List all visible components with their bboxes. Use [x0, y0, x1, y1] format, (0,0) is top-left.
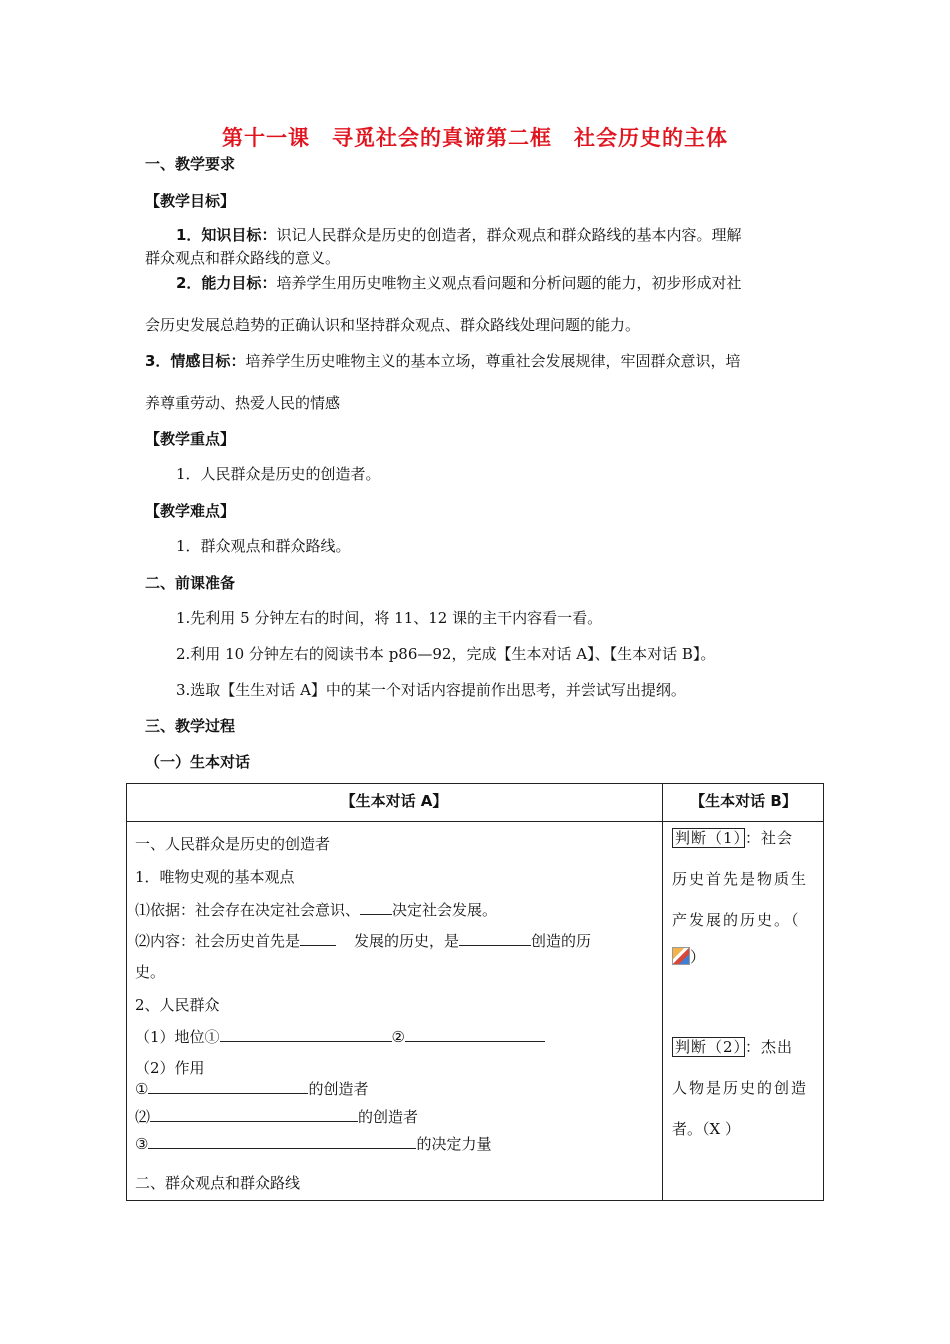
image-placeholder-icon: [672, 947, 690, 965]
judgement-2-label: 判断（2）: [672, 1037, 745, 1057]
judgement-1-label: 判断（1）: [672, 828, 745, 848]
goal-3-line-1: [145, 350, 740, 372]
a-line-10: [135, 1106, 418, 1127]
goal-2-line-2: 会历史发展总趋势的正确认识和坚持群众观点、群众路线处理问题的能力。: [145, 316, 641, 334]
blank-field[interactable]: [148, 1133, 416, 1149]
a9-prefix: ①: [135, 1080, 149, 1098]
a7-mid: ②: [391, 1028, 405, 1046]
blank-field[interactable]: [300, 930, 336, 946]
goal-3-line-2: 养尊重劳动、热爱人民的情感: [145, 394, 341, 412]
table-header-divider: [126, 821, 824, 822]
subsection-heading: （一）生本对话: [145, 753, 251, 771]
a4-prefix: ⑵内容：社会历史首先是: [135, 932, 301, 950]
prep-item-1: 1.先利用 5 分钟左右的时间，将 11、12 课的主干内容看一看。: [176, 609, 603, 627]
a10-suffix: 的创造者: [358, 1108, 419, 1126]
a-line-4: [135, 930, 591, 951]
a3-suffix: 决定社会发展。: [392, 901, 498, 919]
goal-2-label: 2．能力目标：: [176, 274, 277, 292]
blank-field[interactable]: [459, 930, 531, 946]
blank-field[interactable]: [150, 1106, 358, 1122]
prep-item-3: 3.选取【生生对话 A】中的某一个对话内容提前作出思考，并尝试写出提纲。: [176, 681, 686, 699]
judgement-2-text: ：杰出: [745, 1038, 794, 1056]
blank-field[interactable]: [405, 1026, 545, 1042]
judgement-1-close: ）: [690, 948, 706, 966]
goal-2-text: 培养学生用历史唯物主义观点看问题和分析问题的能力，初步形成对社: [276, 274, 742, 292]
a3-prefix: ⑴依据：社会存在决定社会意识、: [135, 901, 361, 919]
a4-suffix: 创造的历: [531, 932, 592, 950]
b-judgement-1-line-2: 历史首先是物质生: [672, 870, 809, 888]
goal-2-line-1: [176, 272, 741, 294]
a10-prefix: ⑵: [135, 1108, 151, 1126]
a-line-9: [135, 1078, 368, 1099]
a-line-1: 一、人民群众是历史的创造者: [135, 835, 331, 853]
a-line-8: （2）作用: [135, 1059, 205, 1077]
a-line-11: [135, 1133, 491, 1154]
b-judgement-2-line-2: 人物是历史的创造: [672, 1079, 809, 1097]
judgement-1-text: ：社会: [745, 829, 794, 847]
section-2-heading: 二、前课准备: [145, 574, 236, 592]
a4-middle: 发展的历史，是: [354, 932, 460, 950]
prep-item-2: 2.利用 10 分钟左右的阅读书本 p86—92，完成【生本对话 A】、【生本对话 B】。: [176, 645, 716, 663]
a-line-3: [135, 899, 497, 920]
section-1-heading: 一、教学要求: [145, 155, 236, 173]
b-judgement-1-line-3: 产发展的历史。（: [672, 911, 801, 929]
difficulty-item: 1．群众观点和群众路线。: [176, 537, 351, 555]
key-point-item: 1．人民群众是历史的创造者。: [176, 465, 381, 483]
b-judgement-2-line-3: 者。（X ）: [672, 1120, 740, 1138]
a9-suffix: 的创造者: [308, 1080, 369, 1098]
a-line-7: [135, 1026, 545, 1047]
key-points-heading: 【教学重点】: [145, 430, 236, 448]
b-judgement-1-line-1: [672, 827, 793, 848]
col-a-header: 【生本对话 A】: [340, 792, 448, 810]
goal-1-line-1: [176, 224, 741, 246]
goal-1-line-2: 群众观点和群众路线的意义。: [145, 249, 341, 267]
goal-1-label: 1．知识目标：: [176, 226, 277, 244]
goal-3-text: 培养学生历史唯物主义的基本立场，尊重社会发展规律，牢固群众意识，培: [245, 352, 741, 370]
a11-prefix: ③: [135, 1135, 149, 1153]
blank-field[interactable]: [220, 1026, 392, 1042]
difficulty-heading: 【教学难点】: [145, 502, 236, 520]
col-b-header: 【生本对话 B】: [690, 792, 797, 810]
b-judgement-2-line-1: [672, 1036, 793, 1057]
blank-field[interactable]: [360, 899, 392, 915]
b-judgement-1-line-4: [672, 946, 705, 967]
goals-heading: 【教学目标】: [145, 192, 236, 210]
a-line-2: 1．唯物史观的基本观点: [135, 868, 295, 886]
section-3-heading: 三、教学过程: [145, 717, 236, 735]
a-line-12: 二、群众观点和群众路线: [135, 1174, 301, 1192]
a7-prefix: （1）地位①: [135, 1028, 220, 1046]
table-column-divider: [662, 783, 663, 1201]
a-line-5: 史。: [135, 963, 166, 981]
goal-1-text: 识记人民群众是历史的创造者，群众观点和群众路线的基本内容。理解: [276, 226, 742, 244]
a11-suffix: 的决定力量: [416, 1135, 492, 1153]
blank-field[interactable]: [148, 1078, 308, 1094]
goal-3-label: 3．情感目标：: [145, 352, 246, 370]
a-line-6: 2、人民群众: [135, 996, 220, 1014]
page-title: 第十一课 寻觅社会的真谛第二框 社会历史的主体: [222, 125, 728, 150]
